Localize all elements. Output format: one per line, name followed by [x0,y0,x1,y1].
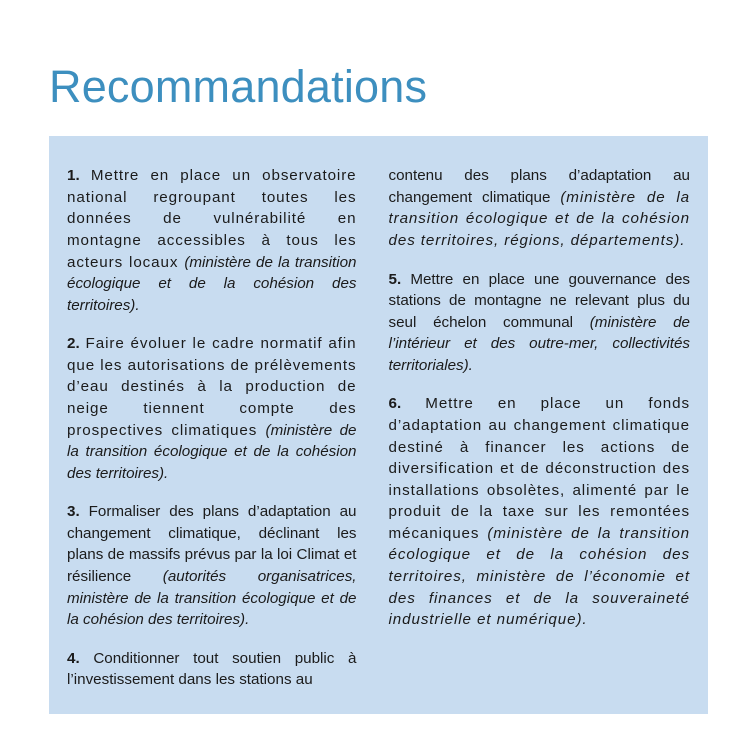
recommendation-text: Mettre en place une gouvernance des stations de montagne ne relevant plus du seul échelon communal [388,270,690,331]
recommendation-item [67,648,357,691]
recommendation-text: Faire évoluer le cadre normatif afin que les autorisations de prélèvements d’eau destinés à la production de neige tiennent compte des prospectives climatiques [67,335,357,439]
recommendation-number: 1. [67,167,80,185]
recommendation-source: (autorités organisatrices, ministère de la transition écologique et de la cohésion des territoires). [67,568,357,629]
recommendation-number: 3. [67,503,80,521]
recommendation-text: Formaliser des plans d’adaptation au changement climatique, déclinant les plans de massifs prévus par la loi Climat et résilience [67,503,357,586]
recommendation-text: Mettre en place un fonds d’adaptation au changement climatique destiné à financer les actions de diversification et de déconstruction des installations obsolètes, alimenté par le produit de la taxe sur les remontées mécaniques [388,395,690,542]
recommendation-text: Mettre en place un observatoire national regroupant toutes les données de vulnérabilité en montagne accessibles à tous les acteurs locaux [67,167,357,271]
recommendation-item [67,333,357,484]
recommendation-number: 2. [67,335,80,353]
recommendation-text: Conditionner tout soutien public à l’investissement dans les stations au [67,649,357,689]
page-title: Recommandations [49,61,428,113]
recommendation-item [389,269,691,377]
recommendations-column-left [67,150,379,700]
recommendation-item [67,165,357,316]
recommendation-source: (ministère de la transition écologique et de la cohésion des territoires). [67,253,357,314]
recommendation-text: contenu des plans d’adaptation au changement climatique [388,167,690,206]
recommendation-source: (ministère de la transition écologique et de la cohésion des territoires, régions, départements). [388,188,690,249]
recommendations-column-right [379,150,691,700]
recommendation-source: (ministère de la transition écologique et de la cohésion des territoires). [67,421,357,482]
recommendation-item-continued [389,165,691,251]
recommendation-item [67,501,357,630]
recommendation-number: 5. [388,270,402,288]
recommendations-panel [49,136,708,714]
recommendation-source: (ministère de l’intérieur et des outre-mer, collectivités territoriales). [388,313,690,374]
recommendation-source: (ministère de la transition écologique et de la cohésion des territoires, ministère de l’économie et des finances et de la souveraineté industrielle et numérique). [388,524,691,629]
recommendation-number: 4. [67,649,80,667]
recommendation-item [389,393,691,630]
recommendation-number: 6. [388,395,402,413]
